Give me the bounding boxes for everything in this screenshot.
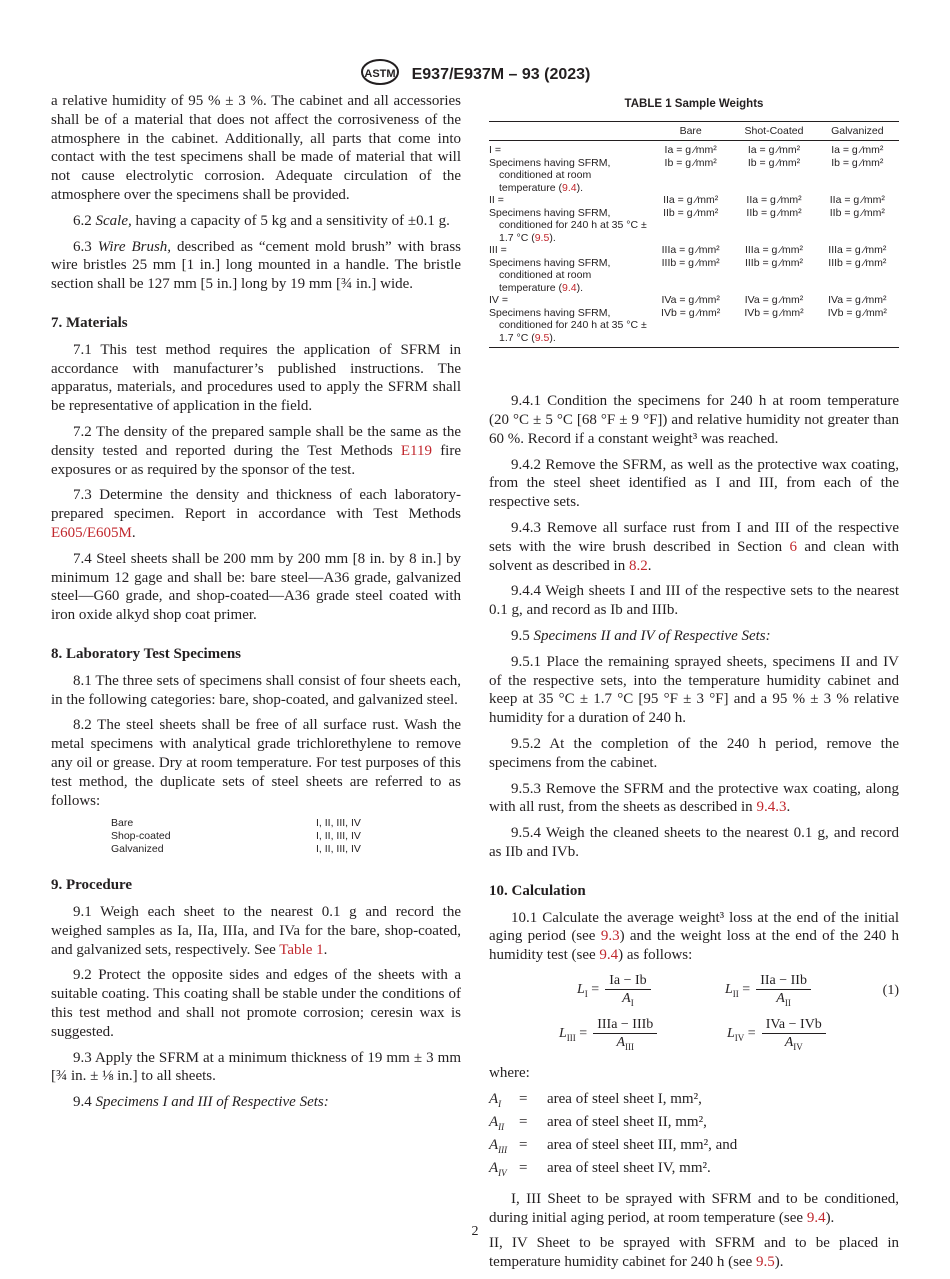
section-heading-8: 8. Laboratory Test Specimens [51,645,242,662]
paragraph-9-4-2: 9.4.2 Remove the SFRM, as well as the protective wax coating, from the steel sheet identified as I and III, from each of the respective sets. [489,456,899,511]
paragraph-7-4: 7.4 Steel sheets shall be 200 mm by 200 mm [8 in. by 8 in.] by minimum 12 gage and shall be: bare steel—A36 grade, galvanized steel—G60 grade, and shop-coated—A36 grade steel coated with iron oxide alkyd shop coat primer. [51,550,461,624]
paragraph-9-5-1: 9.5.1 Place the remaining sprayed sheets, specimens II and IV of the respective sets, into the temperature humidity cabinet and keep at 35 °C ± 1.7 °C [95 °F ± 3 °F] and a 95 % ± 3 % relative humidity for a duration of 240 h. [489,653,899,727]
paragraph-9-5-4: 9.5.4 Weigh the cleaned sheets to the nearest 0.1 g, and record as IIb and IVb. [489,825,899,861]
astm-logo-icon [360,58,400,91]
paragraph-7-1: 7.1 This test method requires the application of SFRM in accordance with manufacturer’s published instructions. The apparatus, materials, and procedures used to apply the SFRM shall be representative of application in the field. [51,341,461,415]
ref-link[interactable]: 9.4 [562,181,577,194]
ref-link-9-4-3[interactable]: 9.4.3 [756,799,787,816]
ref-link-8-2[interactable]: 8.2 [628,557,648,574]
page-header [0,58,950,91]
table-row: Specimens having SFRM, conditioned for 240 h at 35 °C ± 1.7 °C (9.5). IIb = g ⁄mm² IIb = g ⁄mm² IIb = g ⁄mm² [489,206,885,244]
list-item: $A_I$ = area of steel sheet I, mm², [489,1090,702,1109]
paragraph-9-4: 9.4 Specimens I and III of Respective Sets: [73,1094,329,1111]
definitions-list [489,1090,899,1182]
ref-link-9-4[interactable]: 9.4 [599,947,619,964]
paragraph-9-4-3: 9.4.3 Remove all surface rust from I and III of the respective sets with the wire brush described in Section 6 and clean with solvent as described in 8.2. [489,520,900,574]
table-row: III = IIIa = g ⁄mm² IIIa = g ⁄mm² IIIa = g ⁄mm² [489,244,887,257]
note-i-iii: I, III Sheet to be sprayed with SFRM and to be conditioned, during initial aging period, at room temperature (see 9.4). [489,1190,899,1226]
equation-l2: $L_{II}$ = $\frac{\text{IIa − IIb}}{A_{II}}$ [725,972,811,1012]
table-row: II = IIa = g ⁄mm² IIa = g ⁄mm² IIa = g ⁄mm² [489,194,885,207]
paragraph-9-4-4: 9.4.4 Weigh sheets I and III of the respective sets to the nearest 0.1 g, and record as Ib and IIIb. [489,583,899,619]
table-row: IV = IVa = g ⁄mm² IVa = g ⁄mm² IVa = g ⁄mm² [489,294,887,307]
paragraph-6-3: 6.3 Wire Brush, described as “cement mold brush” with brass wire bristles 25 mm [1 in.] long mounted in a handle. The bristle section shall be 127 mm [5 in.] long by 19 mm [¾ in.] wide. [51,238,462,293]
paragraph-8-1: 8.1 The three sets of specimens shall consist of four sheets each, in the following categories: bare, shop-coated, and galvanized steel. [51,672,461,708]
note-ii-iv: II, IV Sheet to be sprayed with SFRM and to be placed in temperature humidity cabinet for 240 h (see 9.5). [489,1235,899,1271]
paragraph-9-5-2: 9.5.2 At the completion of the 240 h period, remove the specimens from the cabinet. [489,736,899,771]
list-item: Bare I, II, III, IV [111,817,361,830]
ref-link[interactable]: 9.5 [534,231,550,244]
table-header-row: Bare Shot-Coated Galvanized [489,121,899,141]
equation-l4: $L_{IV}$ = $\frac{\text{IVa − IVb}}{A_{IV}}$ [727,1016,826,1056]
paragraph: a relative humidity of 95 % ± 3 %. The cabinet and all accessories shall be of a material that does not affect the corrosiveness of the atmosphere in the cabinet. Additionally, all parts that come into contact with the test specimens shall be made of material that will not cause electrolytic corrosion. Adequate circulation of the atmosphere over the specimens shall be provided. [51,93,461,203]
list-item: $A_{III}$ = area of steel sheet III, mm², and [489,1136,738,1155]
ref-link-section6[interactable]: 6 [789,538,797,555]
table-1 [489,95,899,348]
equation-l1: $L_I$ = $\frac{Ia - Ib}{A_I}$ [577,972,651,1012]
list-item: Galvanized I, II, III, IV [111,843,361,856]
equation-row-2 [489,1016,899,1060]
paragraph-9-2: 9.2 Protect the opposite sides and edges of the sheets with a suitable coating. This coating shall be stable under the conditions of this test method and shall not promote corrosion; ceresin wax is suggested. [51,967,461,1040]
paragraph-10-1: 10.1 Calculate the average weight³ loss at the end of the initial aging period (see 9.3) and the weight loss at the end of the 240 h humidity test (see 9.4) as follows: [489,909,900,964]
ref-link[interactable]: 9.4 [562,281,577,294]
ref-link-9-4[interactable]: 9.4 [806,1209,826,1226]
ref-link-9-5[interactable]: 9.5 [756,1254,775,1271]
ref-link-e119[interactable]: E119 [400,442,432,459]
paragraph-9-3: 9.3 Apply the SFRM at a minimum thickness of 19 mm ± 3 mm [¾ in. ± ⅛ in.] to all sheets. [51,1049,461,1085]
paragraph-6-2: 6.2 Scale, having a capacity of 5 kg and a sensitivity of ±0.1 g. [73,212,450,229]
table-row: Specimens having SFRM, conditioned at room temperature (9.4). Ib = g ⁄mm² Ib = g ⁄mm² Ib = g ⁄mm² [489,156,884,194]
paragraph-9-5: 9.5 Specimens II and IV of Respective Sets: [511,628,771,645]
specimen-sets-list [111,817,461,856]
svg-text:ASTM: ASTM [364,68,396,80]
table-row: Specimens having SFRM, conditioned at room temperature (9.4). IIIb = g ⁄mm² IIIb = g ⁄mm² IIIb = g ⁄mm² [489,256,887,294]
paragraph-9-1: 9.1 Weigh each sheet to the nearest 0.1 g and record the weighed samples as Ia, IIa, IIIa, and IVa for the bare, shop-coated, and galvanized sets, respectively. See Table 1. [51,904,461,958]
where-label: where: [489,1065,530,1082]
paragraph-9-5-3: 9.5.3 Remove the SFRM and the protective wax coating, along with all rust, from the sheets as described in 9.4.3. [489,780,899,816]
paragraph-9-4-1: 9.4.1 Condition the specimens for 240 h at room temperature (20 °C ± 5 °C [68 °F ± 9 °F]) and relative humidity not greater than 60 %. Record if a constant weight³ was reached. [489,393,899,447]
equation-number: (1) [882,983,899,999]
list-item: $A_{IV}$ = area of steel sheet IV, mm². [489,1159,711,1178]
equation-row-1 [489,972,899,1016]
sample-weights-table [489,121,899,349]
left-column [51,92,461,1119]
ref-link-9-3[interactable]: 9.3 [600,928,620,945]
right-column [489,92,899,1279]
section-heading-9: 9. Procedure [51,877,133,894]
designation: E937/E937M – 93 (2023) [411,65,591,83]
ref-link[interactable]: 9.5 [534,331,550,344]
list-item: Shop-coated I, II, III, IV [111,830,361,843]
paragraph-7-3: 7.3 Determine the density and thickness of each laboratory-prepared specimen. Report in accordance with Test Methods E605/E605M. [51,487,461,541]
list-item: $A_{II}$ = area of steel sheet II, mm², [489,1113,707,1132]
section-heading-10: 10. Calculation [489,882,586,899]
ref-link-e605[interactable]: E605/E605M [51,524,132,541]
paragraph-8-2: 8.2 The steel sheets shall be free of all surface rust. Wash the metal specimens with analytical grade trichlorethylene to remove any oil or grease. Dry at room temperature. For test purposes of this test method, the duplicate sets of steel sheets are referred to as follows: [51,717,461,809]
paragraph-7-2: 7.2 The density of the prepared sample shall be the same as the density tested and reported during the Test Methods E119 fire exposures or as required by the sponsor of the test. [51,423,462,478]
table-row: I = Ia = g ⁄mm² Ia = g ⁄mm² Ia = g ⁄mm² [489,144,884,157]
table-row: Specimens having SFRM, conditioned for 240 h at 35 °C ± 1.7 °C (9.5). IVb = g ⁄mm² IVb = g ⁄mm² IVb = g ⁄mm² [489,307,899,348]
page-number: 2 [471,1224,479,1239]
ref-link-table1[interactable]: Table 1 [279,941,324,958]
equation-l3: $L_{III}$ = $\frac{\text{IIIa − IIIb}}{A_{III}}$ [559,1016,657,1056]
table-title: TABLE 1 Sample Weights [624,98,764,110]
section-heading-7: 7. Materials [51,314,128,331]
